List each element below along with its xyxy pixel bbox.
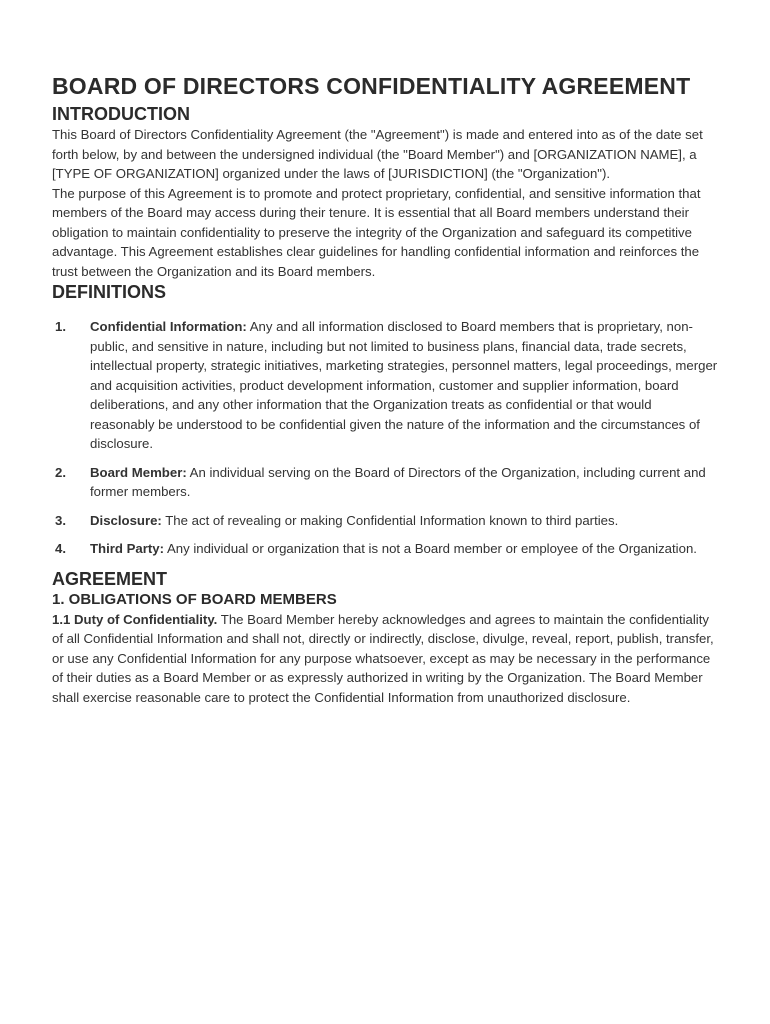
definition-term: Third Party:	[90, 541, 165, 556]
definition-body	[90, 463, 718, 502]
definition-number: 4.	[55, 541, 66, 556]
introduction-paragraph-2: The purpose of this Agreement is to promote and protect proprietary, confidential, and sensitive information that members of the Board may access during their tenure. It is essential that all Board members understand their obligation to maintain confidentiality to preserve the integrity of the Organization and safeguard its competitive advantage. This Agreement establishes clear guidelines for handling confidential information and reinforces the trust between the Organization and its Board members.	[52, 185, 701, 279]
definition-text: Any and all information disclosed to Board members that is proprietary, non-public, and sensitive in nature, including but not limited to business plans, financial data, trade secrets, intellectual property, strategic initiatives, marketing strategies, personnel matters, legal proceedings, merger and acquisition activities, product development information, customer and supplier information, board deliberations, and any other information that the Organization treats as confidential or that would reasonably be understood to be confidential given the nature of the information and the circumstances of disclosure.	[90, 319, 718, 451]
definition-body	[90, 511, 718, 531]
duty-text: The Board Member hereby acknowledges and agrees to maintain the confidentiality of all Confidential Information and shall not, directly or indirectly, disclose, divulge, reveal, report, publish, transfer, or use any Confidential Information for any purpose whatsoever, except as may be necessary in the performance of their duties as a Board Member or as expressly authorized in writing by the Organization. The Board Member shall exercise reasonable care to protect the Confidential Information from unauthorized disclosure.	[52, 611, 714, 705]
duty-label: 1.1 Duty of Confidentiality.	[52, 611, 218, 627]
definition-number: 1.	[55, 319, 66, 334]
introduction-heading: INTRODUCTION	[52, 104, 190, 124]
definition-term: Confidential Information:	[90, 319, 247, 334]
definition-term: Disclosure:	[90, 512, 162, 528]
definition-body	[90, 317, 718, 454]
definition-item	[52, 511, 718, 531]
introduction-paragraph-1: This Board of Directors Confidentiality Agreement (the "Agreement") is made and entered into as of the date set forth below, by and between the undersigned individual (the "Board Member") and [ORGANIZATION NAME], a [TYPE OF ORGANIZATION] organized under the laws of [JURISDICTION] (the "Organization").	[52, 127, 703, 181]
definitions-list	[52, 317, 718, 559]
definitions-heading: DEFINITIONS	[52, 282, 167, 302]
definition-term: Board Member:	[90, 464, 187, 480]
definition-number: 3.	[55, 512, 66, 528]
definition-text: The act of revealing or making Confidential Information known to third parties.	[161, 512, 619, 528]
document-title: BOARD OF DIRECTORS CONFIDENTIALITY AGREEMENT	[52, 73, 691, 99]
definition-text: Any individual or organization that is not a Board member or employee of the Organization.	[164, 541, 697, 556]
definition-item	[52, 317, 718, 454]
definition-text: An individual serving on the Board of Directors of the Organization, including current and former members.	[90, 464, 706, 499]
definition-number: 2.	[55, 464, 66, 480]
definition-body	[90, 539, 718, 559]
duty-of-confidentiality-paragraph	[52, 610, 718, 708]
definition-item	[52, 463, 718, 502]
definition-item	[52, 539, 718, 559]
obligations-subheading: 1. OBLIGATIONS OF BOARD MEMBERS	[52, 590, 337, 608]
agreement-heading: AGREEMENT	[52, 568, 168, 589]
